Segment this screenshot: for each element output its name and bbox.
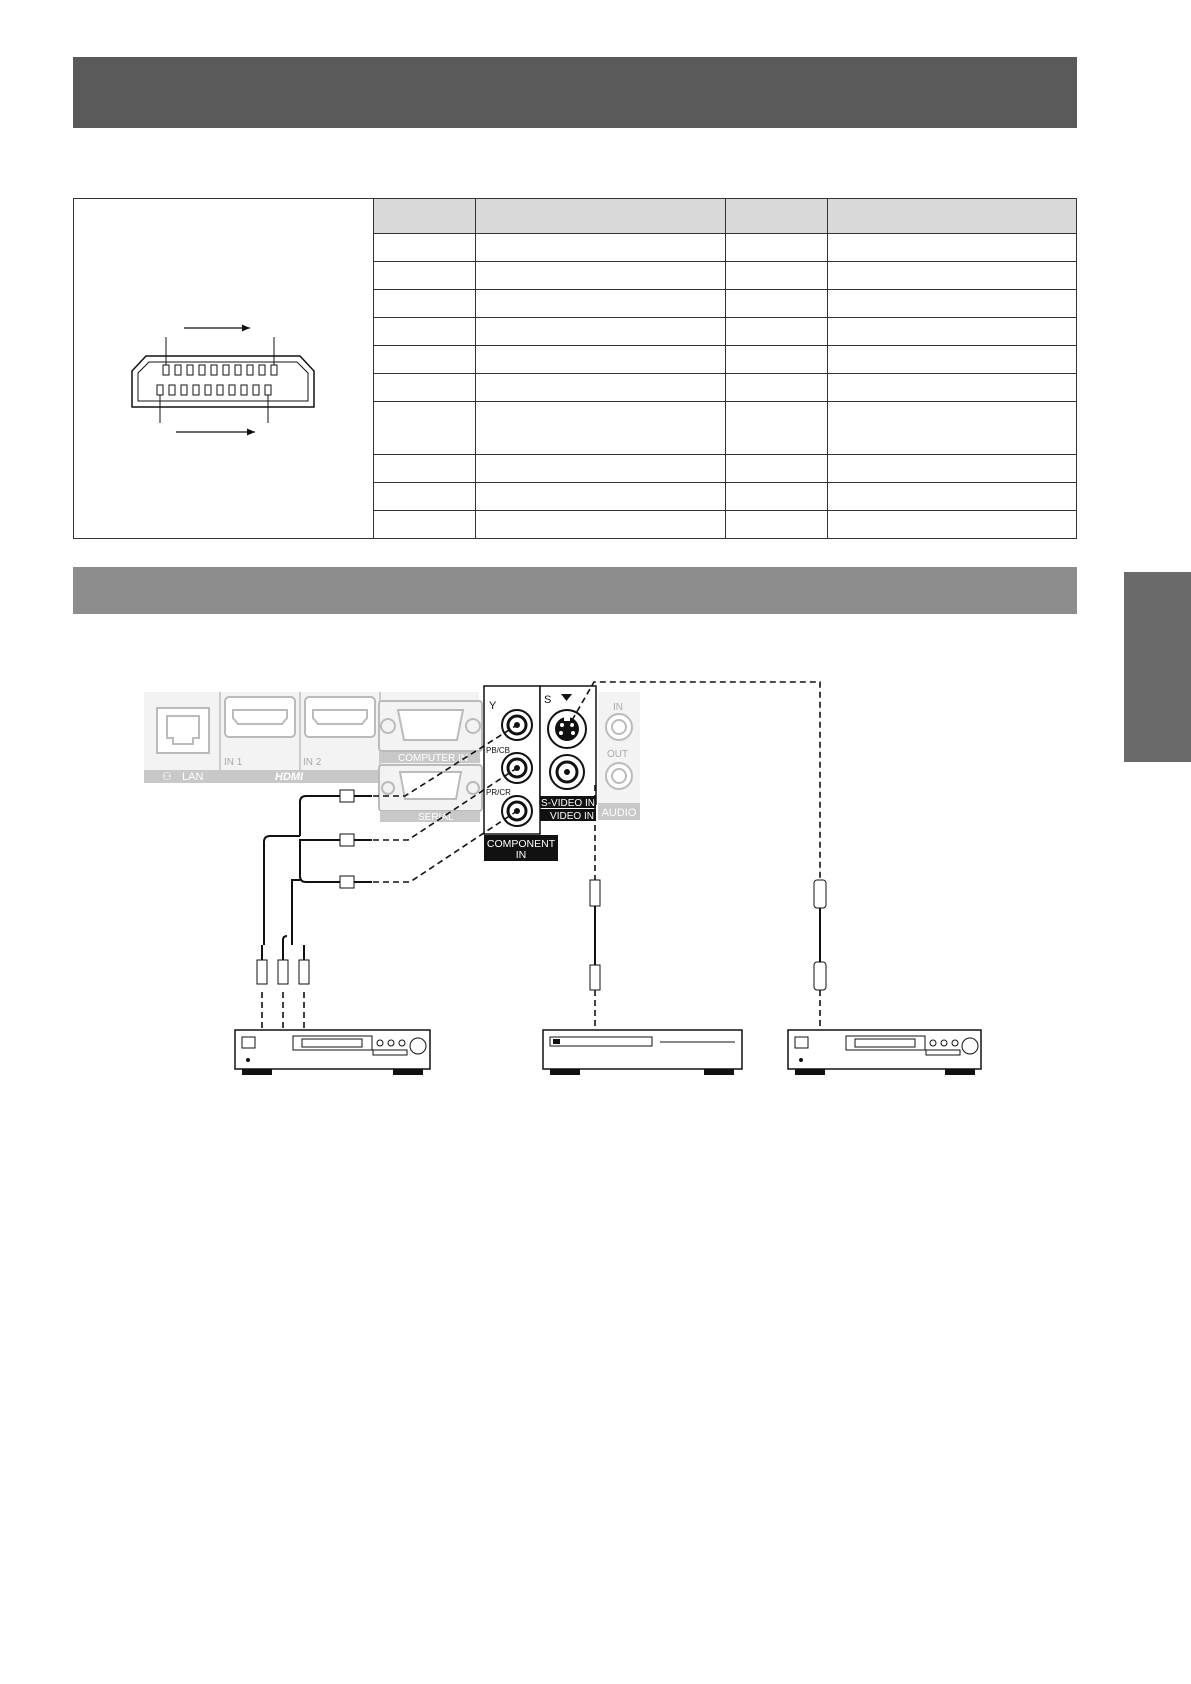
dvd-player-icon bbox=[543, 1030, 742, 1075]
component-pr-label: PR/CR bbox=[486, 788, 511, 797]
component-y-label: Y bbox=[489, 700, 497, 712]
rca-plug-icon bbox=[340, 790, 372, 888]
vga-port-icon bbox=[379, 765, 482, 811]
rca-jack-icon bbox=[606, 763, 632, 789]
vcr-icon bbox=[235, 1030, 430, 1075]
component-in-label-1: COMPONENT bbox=[486, 838, 556, 850]
serial-label: SERIAL bbox=[418, 812, 454, 823]
rca-plug-icon bbox=[257, 945, 309, 984]
svideo-s-label: S bbox=[544, 694, 552, 706]
audio-label: AUDIO bbox=[601, 807, 637, 819]
projector-rear-panel bbox=[144, 686, 640, 861]
hdmi-port-icon bbox=[225, 697, 295, 737]
audio-out-label: OUT bbox=[607, 749, 629, 760]
component-cable bbox=[264, 796, 340, 945]
rca-jack-icon bbox=[606, 714, 632, 740]
hdmi-in2-label: IN 2 bbox=[303, 757, 322, 768]
svideo-in-label: S-VIDEO IN bbox=[541, 798, 595, 809]
audio-in-label: IN bbox=[613, 702, 623, 713]
hdmi-port-icon bbox=[305, 697, 375, 737]
lan-label: LAN bbox=[182, 771, 204, 783]
component-in-label-2: IN bbox=[515, 849, 527, 861]
vga-port-icon bbox=[379, 701, 482, 751]
lan-symbol: ⚇ bbox=[162, 771, 172, 783]
component-pb-label: PB/CB bbox=[486, 746, 511, 755]
svideo-cable bbox=[814, 880, 826, 990]
hdmi-logo: HDMI bbox=[275, 771, 304, 783]
vcr-icon bbox=[788, 1030, 981, 1075]
video-cable bbox=[590, 880, 600, 990]
hdmi-in1-label: IN 1 bbox=[224, 757, 243, 768]
lan-icon bbox=[157, 708, 209, 753]
computer-in-label: COMPUTER IN bbox=[398, 753, 468, 764]
video-in-label: VIDEO IN bbox=[550, 811, 594, 822]
rca-jack-icon bbox=[550, 755, 584, 789]
